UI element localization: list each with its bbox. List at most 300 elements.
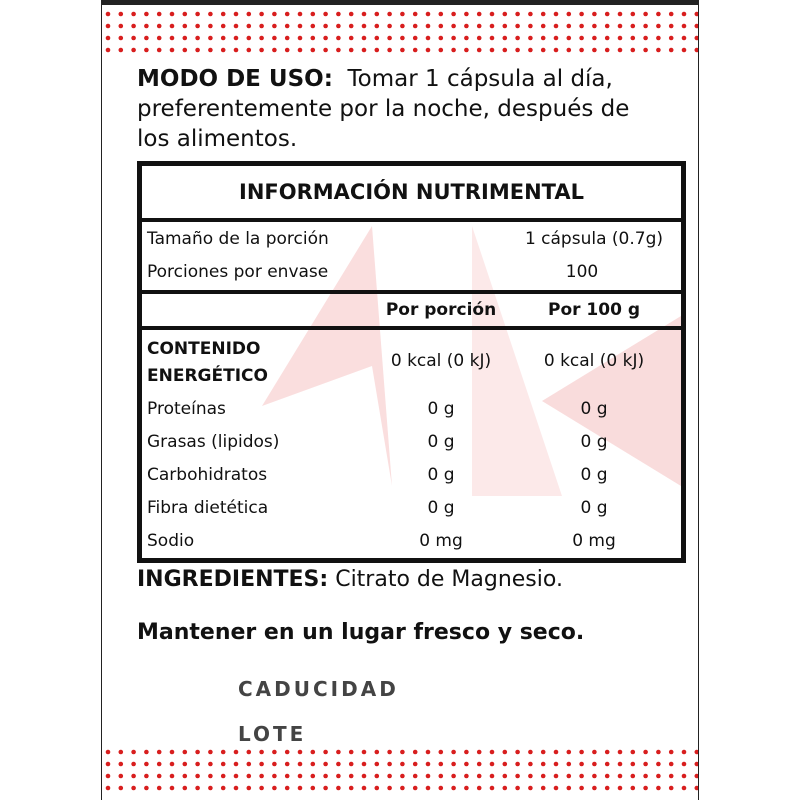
decorative-dot (400, 786, 405, 791)
decorative-dot (208, 36, 213, 41)
decorative-dot (592, 48, 597, 53)
decorative-dot (362, 12, 367, 17)
decorative-dot (451, 762, 456, 767)
decorative-dot (643, 774, 648, 779)
decorative-dot (221, 12, 226, 17)
decorative-dot (656, 48, 661, 53)
decorative-dot (311, 786, 316, 791)
decorative-dot (643, 12, 648, 17)
decorative-dot (195, 750, 200, 755)
decorative-dot (567, 48, 572, 53)
decorative-dot (541, 750, 546, 755)
decorative-dot (362, 774, 367, 779)
decorative-dot (247, 24, 252, 29)
nutrient-per-serving: 0 g (427, 399, 455, 419)
nutrition-table (137, 161, 686, 563)
nutrient-per-100g: 0 g (580, 465, 608, 485)
decorative-dot (311, 36, 316, 41)
decorative-dot (477, 750, 482, 755)
decorative-dot (541, 24, 546, 29)
decorative-dot (618, 774, 623, 779)
divider (142, 326, 681, 330)
decorative-dot (234, 762, 239, 767)
decorative-dot (439, 36, 444, 41)
decorative-dot (323, 750, 328, 755)
decorative-dot (183, 750, 188, 755)
decorative-dot (439, 12, 444, 17)
decorative-dot (195, 48, 200, 53)
decorative-dot (208, 24, 213, 29)
decorative-dot (515, 786, 520, 791)
decorative-dot (234, 750, 239, 755)
decorative-dot (413, 762, 418, 767)
nutrient-per-100g: 0 g (580, 399, 608, 419)
decorative-dot (170, 12, 175, 17)
decorative-dot (669, 48, 674, 53)
decorative-dot (195, 24, 200, 29)
decorative-dot (567, 774, 572, 779)
decorative-dot (490, 12, 495, 17)
divider (142, 290, 681, 294)
decorative-dot (682, 12, 687, 17)
decorative-dot (298, 774, 303, 779)
nutrient-per-serving: 0 g (427, 465, 455, 485)
decorative-dot (170, 24, 175, 29)
decorative-dot (259, 36, 264, 41)
decorative-dot (490, 786, 495, 791)
decorative-dot (618, 24, 623, 29)
decorative-dot (311, 750, 316, 755)
decorative-dot (682, 762, 687, 767)
decorative-dot (221, 750, 226, 755)
decorative-dot (669, 774, 674, 779)
decorative-dot (618, 750, 623, 755)
decorative-dot (605, 774, 610, 779)
decorative-dot (439, 24, 444, 29)
decorative-dot (311, 774, 316, 779)
decorative-dot (618, 12, 623, 17)
decorative-dot (400, 24, 405, 29)
decorative-dot (400, 774, 405, 779)
decorative-dot (375, 786, 380, 791)
decorative-dot (413, 12, 418, 17)
decorative-dot (618, 762, 623, 767)
col-per-serving: Por porción (385, 300, 497, 320)
decorative-dot (631, 48, 636, 53)
decorative-dot (387, 12, 392, 17)
decorative-dot (272, 774, 277, 779)
decorative-dot (144, 786, 149, 791)
decorative-dot (464, 786, 469, 791)
decorative-dot (272, 762, 277, 767)
decorative-dot (579, 750, 584, 755)
decorative-dot (247, 36, 252, 41)
decorative-dot (528, 786, 533, 791)
decorative-dot (106, 774, 111, 779)
decorative-dot (528, 48, 533, 53)
decorative-dot (311, 12, 316, 17)
energy-per-serving: 0 kcal (0 kJ) (390, 351, 492, 371)
decorative-dot (144, 36, 149, 41)
decorative-dot (477, 12, 482, 17)
decorative-dot (311, 24, 316, 29)
decorative-dot (579, 12, 584, 17)
decorative-dot (503, 48, 508, 53)
decorative-dot (247, 750, 252, 755)
decorative-dot (464, 774, 469, 779)
decorative-dot (541, 774, 546, 779)
decorative-dot (413, 48, 418, 53)
decorative-dot (567, 36, 572, 41)
decorative-dot (656, 36, 661, 41)
top-border (102, 0, 698, 5)
decorative-dot (554, 24, 559, 29)
decorative-dot (323, 24, 328, 29)
decorative-dot (643, 36, 648, 41)
decorative-dot (170, 750, 175, 755)
decorative-dot (183, 36, 188, 41)
decorative-dot (503, 36, 508, 41)
decorative-dot (605, 24, 610, 29)
decorative-dot (375, 12, 380, 17)
decorative-dot (387, 24, 392, 29)
decorative-dot (426, 774, 431, 779)
decorative-dot (605, 48, 610, 53)
decorative-dot (528, 762, 533, 767)
decorative-dot (106, 12, 111, 17)
decorative-dot (272, 786, 277, 791)
dot-pattern-bottom (102, 746, 698, 800)
decorative-dot (195, 762, 200, 767)
decorative-dot (119, 786, 124, 791)
decorative-dot (656, 786, 661, 791)
decorative-dot (464, 12, 469, 17)
decorative-dot (221, 24, 226, 29)
decorative-dot (298, 762, 303, 767)
decorative-dot (695, 786, 699, 791)
decorative-dot (336, 786, 341, 791)
decorative-dot (477, 48, 482, 53)
decorative-dot (106, 48, 111, 53)
decorative-dot (643, 750, 648, 755)
decorative-dot (387, 36, 392, 41)
decorative-dot (669, 750, 674, 755)
decorative-dot (387, 48, 392, 53)
decorative-dot (605, 750, 610, 755)
decorative-dot (119, 24, 124, 29)
decorative-dot (131, 750, 136, 755)
decorative-dot (695, 48, 699, 53)
decorative-dot (336, 750, 341, 755)
decorative-dot (567, 24, 572, 29)
decorative-dot (234, 774, 239, 779)
decorative-dot (285, 774, 290, 779)
decorative-dot (131, 786, 136, 791)
decorative-dot (682, 24, 687, 29)
decorative-dot (119, 36, 124, 41)
decorative-dot (221, 762, 226, 767)
decorative-dot (375, 762, 380, 767)
decorative-dot (157, 774, 162, 779)
decorative-dot (643, 762, 648, 767)
decorative-dot (669, 12, 674, 17)
decorative-dot (669, 762, 674, 767)
decorative-dot (682, 774, 687, 779)
decorative-dot (157, 48, 162, 53)
decorative-dot (605, 12, 610, 17)
decorative-dot (144, 762, 149, 767)
decorative-dot (375, 774, 380, 779)
decorative-dot (375, 48, 380, 53)
decorative-dot (387, 762, 392, 767)
energy-label-line-2: ENERGÉTICO (147, 366, 268, 386)
decorative-dot (131, 774, 136, 779)
decorative-dot (643, 24, 648, 29)
decorative-dot (208, 786, 213, 791)
decorative-dot (695, 36, 699, 41)
decorative-dot (119, 762, 124, 767)
decorative-dot (298, 12, 303, 17)
decorative-dot (349, 762, 354, 767)
decorative-dot (195, 36, 200, 41)
decorative-dot (592, 774, 597, 779)
decorative-dot (323, 762, 328, 767)
decorative-dot (131, 36, 136, 41)
decorative-dot (682, 750, 687, 755)
decorative-dot (515, 12, 520, 17)
decorative-dot (413, 786, 418, 791)
decorative-dot (515, 762, 520, 767)
decorative-dot (208, 750, 213, 755)
decorative-dot (272, 12, 277, 17)
decorative-dot (554, 762, 559, 767)
decorative-dot (503, 762, 508, 767)
decorative-dot (106, 36, 111, 41)
decorative-dot (579, 786, 584, 791)
decorative-dot (362, 24, 367, 29)
storage-instructions: Mantener en un lugar fresco y seco. (137, 620, 585, 645)
nutrition-title: INFORMACIÓN NUTRIMENTAL (142, 166, 681, 222)
decorative-dot (323, 786, 328, 791)
decorative-dot (285, 36, 290, 41)
decorative-dot (183, 762, 188, 767)
decorative-dot (336, 36, 341, 41)
usage-line-2: preferentemente por la noche, después de (137, 96, 630, 122)
decorative-dot (426, 24, 431, 29)
decorative-dot (247, 786, 252, 791)
usage-label: MODO DE USO: (137, 66, 333, 92)
decorative-dot (170, 36, 175, 41)
decorative-dot (298, 24, 303, 29)
decorative-dot (464, 750, 469, 755)
decorative-dot (554, 774, 559, 779)
decorative-dot (336, 762, 341, 767)
decorative-dot (426, 36, 431, 41)
decorative-dot (323, 48, 328, 53)
decorative-dot (208, 774, 213, 779)
servings-value: 100 (565, 262, 599, 282)
decorative-dot (413, 36, 418, 41)
decorative-dot (157, 12, 162, 17)
decorative-dot (221, 48, 226, 53)
decorative-dot (477, 786, 482, 791)
decorative-dot (631, 774, 636, 779)
decorative-dot (106, 750, 111, 755)
nutrient-name: Sodio (147, 531, 195, 551)
decorative-dot (605, 786, 610, 791)
decorative-dot (400, 750, 405, 755)
decorative-dot (554, 786, 559, 791)
expiry-label: CADUCIDAD (238, 677, 399, 701)
decorative-dot (682, 36, 687, 41)
decorative-dot (144, 24, 149, 29)
decorative-dot (298, 786, 303, 791)
nutrient-per-100g: 0 g (580, 432, 608, 452)
decorative-dot (259, 12, 264, 17)
decorative-dot (477, 24, 482, 29)
decorative-dot (656, 774, 661, 779)
energy-label-line-1: CONTENIDO (147, 339, 261, 359)
decorative-dot (605, 762, 610, 767)
decorative-dot (426, 48, 431, 53)
decorative-dot (695, 750, 699, 755)
decorative-dot (618, 48, 623, 53)
decorative-dot (541, 36, 546, 41)
decorative-dot (592, 12, 597, 17)
decorative-dot (592, 786, 597, 791)
decorative-dot (183, 12, 188, 17)
decorative-dot (618, 36, 623, 41)
decorative-dot (618, 786, 623, 791)
decorative-dot (631, 36, 636, 41)
decorative-dot (490, 48, 495, 53)
decorative-dot (170, 786, 175, 791)
decorative-dot (323, 12, 328, 17)
decorative-dot (400, 48, 405, 53)
decorative-dot (464, 762, 469, 767)
serving-size-label: Tamaño de la porción (147, 229, 329, 249)
servings-label: Porciones por envase (147, 262, 329, 282)
decorative-dot (631, 762, 636, 767)
decorative-dot (554, 12, 559, 17)
decorative-dot (336, 48, 341, 53)
decorative-dot (451, 24, 456, 29)
serving-size-value: 1 cápsula (0.7g) (524, 229, 663, 249)
decorative-dot (515, 48, 520, 53)
decorative-dot (579, 48, 584, 53)
decorative-dot (643, 48, 648, 53)
lot-label: LOTE (238, 722, 307, 746)
decorative-dot (592, 36, 597, 41)
decorative-dot (477, 762, 482, 767)
decorative-dot (323, 774, 328, 779)
decorative-dot (528, 774, 533, 779)
decorative-dot (592, 750, 597, 755)
col-per-100g: Por 100 g (547, 300, 640, 320)
nutrient-name: Carbohidratos (147, 465, 268, 485)
decorative-dot (695, 24, 699, 29)
decorative-dot (400, 36, 405, 41)
decorative-dot (170, 774, 175, 779)
decorative-dot (528, 750, 533, 755)
decorative-dot (426, 762, 431, 767)
decorative-dot (336, 774, 341, 779)
decorative-dot (631, 786, 636, 791)
decorative-dot (426, 786, 431, 791)
decorative-dot (515, 750, 520, 755)
decorative-dot (477, 36, 482, 41)
decorative-dot (208, 12, 213, 17)
decorative-dot (195, 786, 200, 791)
decorative-dot (234, 786, 239, 791)
decorative-dot (259, 24, 264, 29)
decorative-dot (131, 24, 136, 29)
decorative-dot (490, 24, 495, 29)
decorative-dot (554, 750, 559, 755)
decorative-dot (285, 48, 290, 53)
decorative-dot (515, 24, 520, 29)
decorative-dot (605, 36, 610, 41)
nutrient-per-100g: 0 mg (572, 531, 616, 551)
ingredients-value: Citrato de Magnesio. (335, 567, 563, 592)
decorative-dot (119, 48, 124, 53)
decorative-dot (567, 762, 572, 767)
decorative-dot (247, 48, 252, 53)
decorative-dot (349, 48, 354, 53)
decorative-dot (528, 24, 533, 29)
decorative-dot (503, 774, 508, 779)
decorative-dot (567, 12, 572, 17)
decorative-dot (362, 762, 367, 767)
decorative-dot (592, 762, 597, 767)
decorative-dot (451, 750, 456, 755)
decorative-dot (375, 36, 380, 41)
nutrient-name: Fibra dietética (147, 498, 269, 518)
decorative-dot (515, 774, 520, 779)
decorative-dot (221, 786, 226, 791)
decorative-dot (387, 774, 392, 779)
decorative-dot (528, 12, 533, 17)
decorative-dot (119, 774, 124, 779)
decorative-dot (451, 48, 456, 53)
decorative-dot (272, 750, 277, 755)
decorative-dot (669, 786, 674, 791)
decorative-dot (682, 48, 687, 53)
decorative-dot (131, 48, 136, 53)
decorative-dot (503, 786, 508, 791)
decorative-dot (490, 36, 495, 41)
nutrient-per-serving: 0 g (427, 498, 455, 518)
decorative-dot (682, 786, 687, 791)
decorative-dot (259, 750, 264, 755)
decorative-dot (247, 762, 252, 767)
decorative-dot (272, 36, 277, 41)
usage-line-3: los alimentos. (137, 126, 298, 152)
decorative-dot (503, 24, 508, 29)
usage-instructions (137, 64, 697, 154)
decorative-dot (656, 12, 661, 17)
decorative-dot (259, 786, 264, 791)
decorative-dot (349, 36, 354, 41)
decorative-dot (144, 774, 149, 779)
decorative-dot (298, 36, 303, 41)
decorative-dot (247, 12, 252, 17)
decorative-dot (183, 24, 188, 29)
decorative-dot (336, 24, 341, 29)
decorative-dot (579, 762, 584, 767)
decorative-dot (490, 774, 495, 779)
decorative-dot (362, 750, 367, 755)
